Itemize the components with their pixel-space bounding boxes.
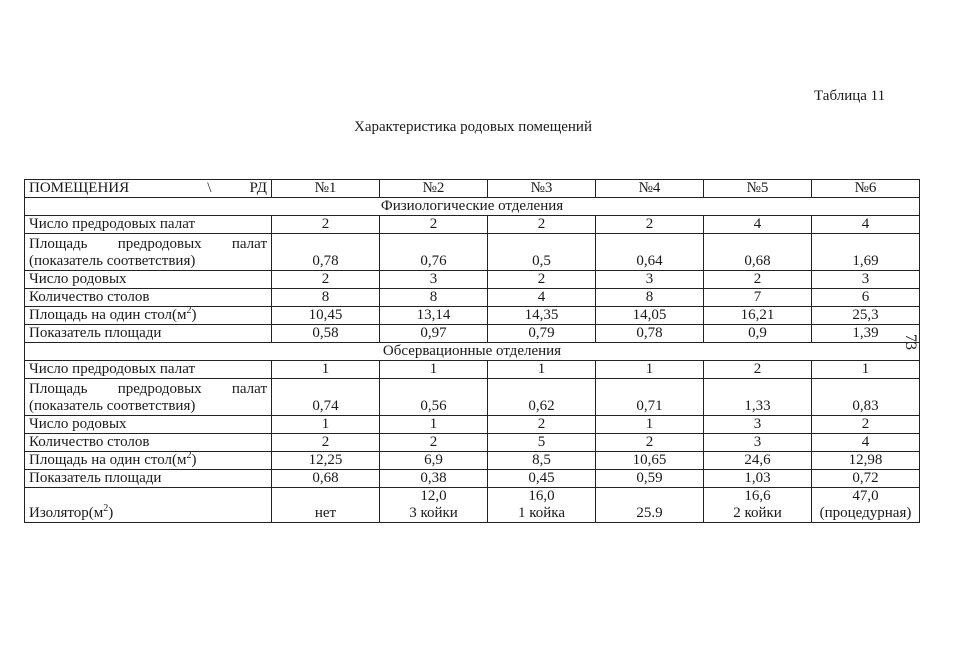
column-header: №6 xyxy=(812,180,920,198)
value-cell: 4 xyxy=(812,216,920,234)
value-cell: 1 xyxy=(380,416,488,434)
row-label-line: (показатель соответствия) xyxy=(29,398,196,414)
row-label-line: (показатель соответствия) xyxy=(29,253,196,269)
value-cell: 3 xyxy=(596,271,704,289)
value-cell: 3 xyxy=(704,434,812,452)
value-cell: 2 xyxy=(488,416,596,434)
value-cell: 2 xyxy=(272,271,380,289)
row-label: Число предродовых палат xyxy=(29,216,196,232)
row-label-end: ) xyxy=(108,505,114,521)
row-label: Площадь на один стол(м xyxy=(29,452,187,468)
column-header: №3 xyxy=(488,180,596,198)
column-header: №4 xyxy=(596,180,704,198)
unit-superscript: 2 xyxy=(186,450,192,461)
value-cell: 0,64 xyxy=(596,234,704,271)
table-row xyxy=(25,271,920,289)
column-header: №2 xyxy=(380,180,488,198)
value-cell: 6,9 xyxy=(380,452,488,470)
row-label-cell xyxy=(25,271,272,289)
value-cell: 14,05 xyxy=(596,307,704,325)
value-cell xyxy=(488,488,596,523)
value-cell: 0,45 xyxy=(488,470,596,488)
value-cell: 4 xyxy=(488,289,596,307)
row-label: Число предродовых палат xyxy=(29,361,196,377)
value-cell: 3 xyxy=(380,271,488,289)
value-cell: 0,71 xyxy=(596,379,704,416)
row-label: Число родовых xyxy=(29,271,127,287)
value-cell: 6 xyxy=(812,289,920,307)
value-line: 3 койки xyxy=(409,505,458,521)
value-cell: 0,68 xyxy=(272,470,380,488)
value-cell: 0,59 xyxy=(596,470,704,488)
value-cell: 10,45 xyxy=(272,307,380,325)
row-label-cell xyxy=(25,234,272,271)
value-cell: 4 xyxy=(812,434,920,452)
row-label: Число родовых xyxy=(29,416,127,432)
value-cell: 1,39 xyxy=(812,325,920,343)
value-cell: 1 xyxy=(596,416,704,434)
value-cell: 0,74 xyxy=(272,379,380,416)
table-row xyxy=(25,289,920,307)
value-cell: 2 xyxy=(812,416,920,434)
value-cell: 0,72 xyxy=(812,470,920,488)
value-cell: 2 xyxy=(704,271,812,289)
value-line: 1 койка xyxy=(517,505,566,521)
value-cell: 10,65 xyxy=(596,452,704,470)
value-cell: 3 xyxy=(704,416,812,434)
rooms-table xyxy=(24,179,920,523)
table-row xyxy=(25,452,920,470)
value-cell xyxy=(596,488,704,523)
value-cell: 0,38 xyxy=(380,470,488,488)
table-row xyxy=(25,325,920,343)
value-cell xyxy=(704,488,812,523)
row-label-cell xyxy=(25,325,272,343)
value-cell: 7 xyxy=(704,289,812,307)
value-cell: 2 xyxy=(272,216,380,234)
row-label-cell xyxy=(25,307,272,325)
table-row xyxy=(25,234,920,271)
table-row xyxy=(25,307,920,325)
header-row xyxy=(25,180,920,198)
value-line: (процедурная) xyxy=(819,505,912,521)
table-row xyxy=(25,416,920,434)
page-number: 73 xyxy=(902,334,919,350)
value-cell: 8 xyxy=(272,289,380,307)
value-cell: 25,3 xyxy=(812,307,920,325)
value-cell: 2 xyxy=(272,434,380,452)
value-cell: 2 xyxy=(704,361,812,379)
value-cell: 8 xyxy=(380,289,488,307)
value-cell xyxy=(812,488,920,523)
value-cell: 0,76 xyxy=(380,234,488,271)
row-label-cell xyxy=(25,416,272,434)
value-line: 47,0 xyxy=(852,488,879,504)
value-cell: 0,97 xyxy=(380,325,488,343)
value-cell: 0,5 xyxy=(488,234,596,271)
row-label-end: ) xyxy=(191,307,197,323)
table-row xyxy=(25,216,920,234)
value-cell: 8 xyxy=(596,289,704,307)
value-cell: 2 xyxy=(488,271,596,289)
value-line: 2 койки xyxy=(733,505,782,521)
section-title: Физиологические отделения xyxy=(25,198,920,216)
table-row xyxy=(25,361,920,379)
section-header-row xyxy=(25,343,920,361)
section-title: Обсервационные отделения xyxy=(25,343,920,361)
value-cell: 0,78 xyxy=(596,325,704,343)
value-line: нет xyxy=(314,505,337,521)
document-title: Характеристика родовых помещений xyxy=(354,119,592,135)
value-cell: 13,14 xyxy=(380,307,488,325)
row-label-cell xyxy=(25,361,272,379)
value-cell: 4 xyxy=(704,216,812,234)
value-cell: 5 xyxy=(488,434,596,452)
value-cell: 2 xyxy=(488,216,596,234)
value-cell: 1 xyxy=(812,361,920,379)
value-cell: 14,35 xyxy=(488,307,596,325)
value-cell: 0,78 xyxy=(272,234,380,271)
table-row xyxy=(25,379,920,416)
row-label: Изолятор(м xyxy=(29,505,104,521)
value-line: 16,0 xyxy=(528,488,555,504)
value-line: 25.9 xyxy=(636,505,663,521)
row-label-line: Площадь предродовых палат xyxy=(29,236,267,252)
row-label: Показатель площади xyxy=(29,470,162,486)
column-header: №5 xyxy=(704,180,812,198)
unit-superscript: 2 xyxy=(103,503,109,514)
value-cell: 1,03 xyxy=(704,470,812,488)
row-label-end: ) xyxy=(191,452,197,468)
row-label-cell xyxy=(25,470,272,488)
value-cell: 0,56 xyxy=(380,379,488,416)
row-label-cell xyxy=(25,379,272,416)
section-header-row xyxy=(25,198,920,216)
value-cell: 2 xyxy=(380,216,488,234)
table-row xyxy=(25,434,920,452)
value-cell: 12,98 xyxy=(812,452,920,470)
value-cell: 2 xyxy=(380,434,488,452)
row-label: Площадь на один стол(м xyxy=(29,307,187,323)
value-cell: 3 xyxy=(812,271,920,289)
value-cell: 1 xyxy=(596,361,704,379)
value-cell: 16,21 xyxy=(704,307,812,325)
value-cell: 1 xyxy=(380,361,488,379)
unit-superscript: 2 xyxy=(186,305,192,316)
row-label-line: Площадь предродовых палат xyxy=(29,381,267,397)
value-cell: 1,33 xyxy=(704,379,812,416)
value-cell: 2 xyxy=(596,434,704,452)
column-header: №1 xyxy=(272,180,380,198)
row-label-cell xyxy=(25,434,272,452)
value-cell: 8,5 xyxy=(488,452,596,470)
value-cell: 24,6 xyxy=(704,452,812,470)
row-label: Количество столов xyxy=(29,434,150,450)
value-cell xyxy=(380,488,488,523)
value-line: 16,6 xyxy=(744,488,771,504)
table-row xyxy=(25,470,920,488)
value-cell: 2 xyxy=(596,216,704,234)
value-cell: 12,25 xyxy=(272,452,380,470)
corner-slash-mark: \ xyxy=(207,180,212,196)
value-cell xyxy=(272,488,380,523)
row-label-cell xyxy=(25,452,272,470)
row-label: Количество столов xyxy=(29,289,150,305)
value-cell: 0,9 xyxy=(704,325,812,343)
value-cell: 1 xyxy=(272,416,380,434)
value-line: 12,0 xyxy=(420,488,447,504)
corner-right-text: РД xyxy=(249,180,267,196)
row-label-cell xyxy=(25,289,272,307)
value-cell: 0,58 xyxy=(272,325,380,343)
table-number-label: Таблица 11 xyxy=(814,88,886,104)
row-label-cell xyxy=(25,216,272,234)
isolator-row xyxy=(25,488,920,523)
corner-header-cell xyxy=(25,180,272,198)
corner-left-text: ПОМЕЩЕНИЯ xyxy=(29,180,130,196)
value-cell: 1 xyxy=(488,361,596,379)
value-cell: 0,83 xyxy=(812,379,920,416)
value-cell: 0,68 xyxy=(704,234,812,271)
value-cell: 1,69 xyxy=(812,234,920,271)
value-cell: 1 xyxy=(272,361,380,379)
value-cell: 0,62 xyxy=(488,379,596,416)
row-label: Показатель площади xyxy=(29,325,162,341)
row-label-cell xyxy=(25,488,272,523)
value-cell: 0,79 xyxy=(488,325,596,343)
